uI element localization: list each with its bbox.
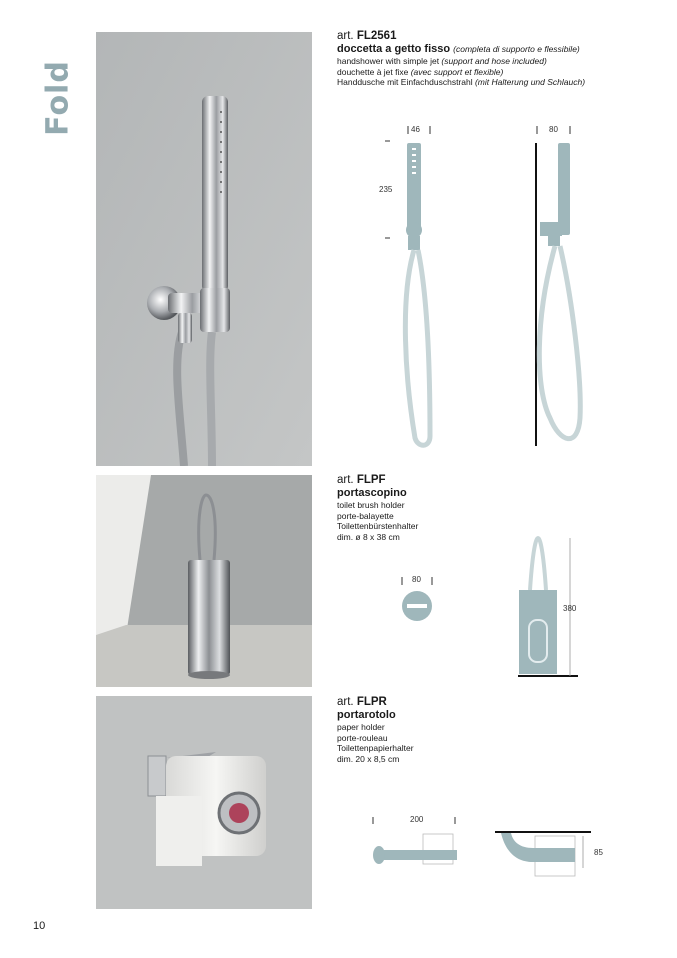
brand-name: Fold (40, 60, 76, 136)
desc-line-de: Toilettenpapierhalter (337, 743, 414, 753)
dim-front-width: 46 (411, 125, 420, 134)
product-name: doccetta a getto fisso (337, 43, 451, 55)
dimensions: dim. 20 x 8,5 cm (337, 753, 400, 764)
brush-holder-photo (96, 475, 312, 687)
brand-logo (14, 30, 76, 136)
dim-side-width: 80 (549, 125, 558, 134)
paper-holder-photo (96, 696, 312, 909)
product-fl2561-description (337, 30, 657, 88)
product-code-line: art. FLPF (337, 474, 386, 486)
desc-line-fr: porte-balayette (337, 510, 394, 521)
dim-height: 235 (379, 185, 393, 194)
product-name: portascopino (337, 487, 407, 499)
dim-top-width: 80 (412, 575, 421, 584)
desc-line-en: toilet brush holder (337, 500, 405, 510)
page-number: 10 (33, 920, 46, 932)
product-name-line (337, 43, 657, 56)
handshower-photo (96, 32, 312, 466)
dimensions: dim. ø 8 x 38 cm (337, 531, 400, 542)
product-flpr-description (337, 696, 657, 764)
product-code: FL2561 (356, 30, 397, 42)
product-name-note: (completa di supporto e flessibile) (453, 44, 580, 54)
desc-line-fr: porte-rouleau (337, 732, 388, 743)
art-prefix: art. (337, 30, 354, 42)
dim-depth: 85 (594, 848, 603, 857)
desc-line-de: Handdusche mit Einfachduschstrahl (mit Halterung und Schlauch) (337, 77, 586, 87)
handshower-technical-drawing (360, 118, 610, 458)
dim-height: 380 (563, 604, 577, 613)
product-name: portarotolo (337, 709, 396, 721)
product-code-line: art. FLPR (337, 696, 387, 708)
desc-line-en: handshower with simple jet (support and hose included) (337, 56, 547, 66)
desc-line-en: paper holder (337, 722, 385, 732)
dim-width: 200 (410, 815, 424, 824)
product-code-line (337, 30, 657, 43)
desc-line-de: Toilettenbürstenhalter (337, 521, 419, 531)
paper-holder-technical-drawing (365, 812, 615, 892)
desc-line-fr: douchette à jet fixe (avec support et flexible) (337, 66, 504, 77)
